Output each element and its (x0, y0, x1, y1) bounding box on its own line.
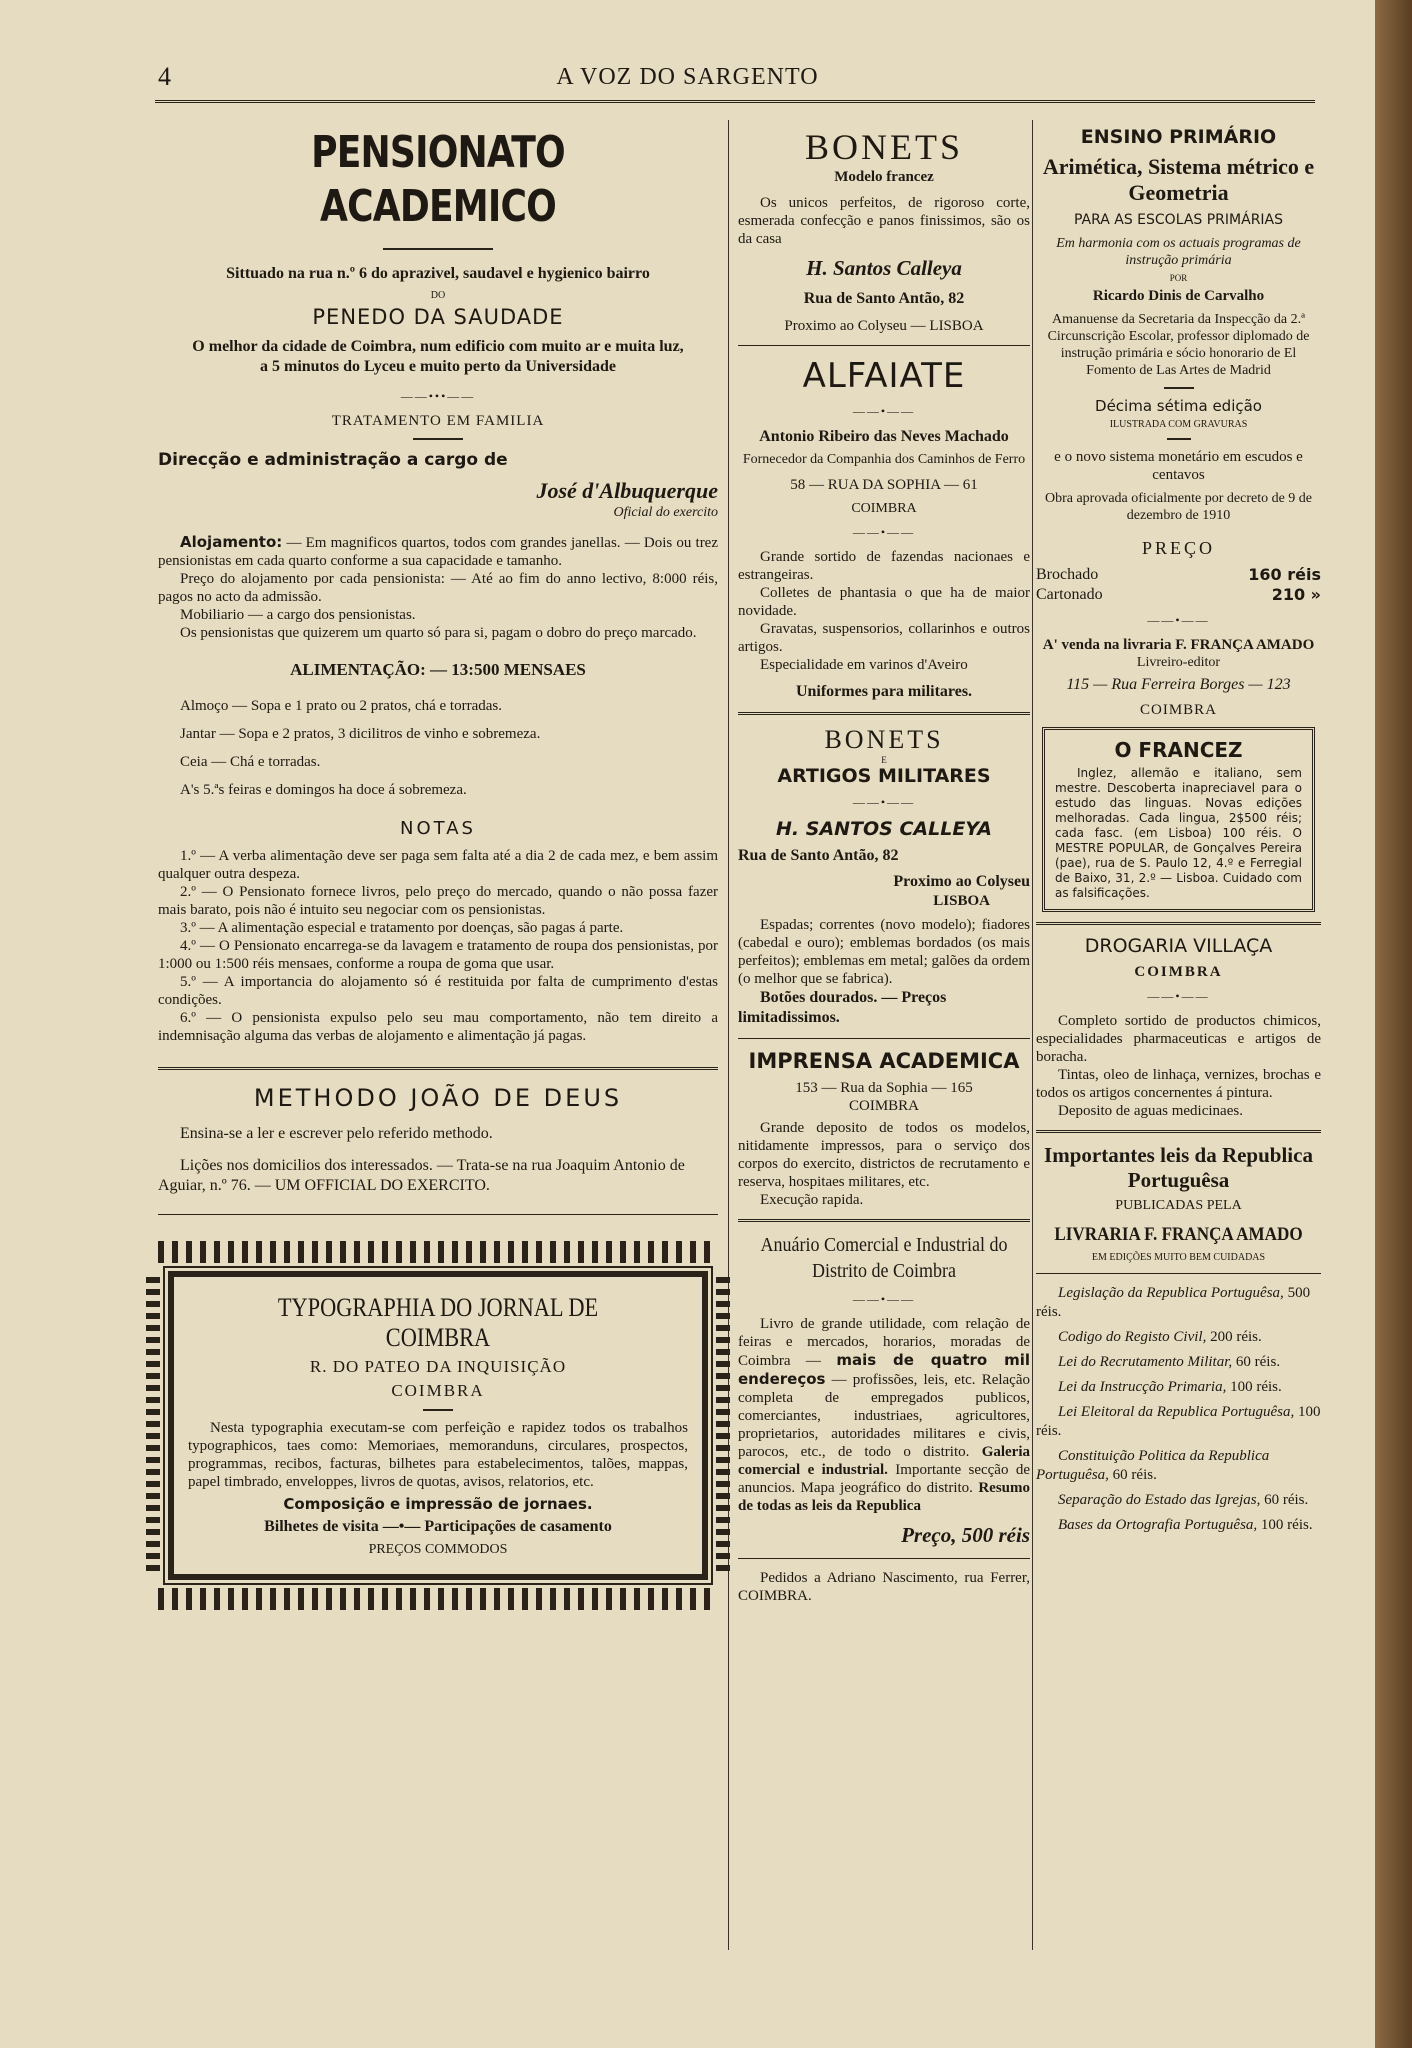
ensino-author: Ricardo Dinis de Carvalho (1092, 288, 1265, 304)
bonets-body: Os unicos perfeitos, de rigoroso corte, esmerada confecção e panos finissimos, são os da casa (738, 195, 1030, 247)
meals-list (158, 692, 718, 804)
meal-item: Jantar — Sopa e 2 pratos, 3 dicilitros de vinho e sobremeza. (180, 726, 541, 742)
price-row (1036, 585, 1321, 605)
ensino-preco-title: PREÇO (1141, 538, 1216, 558)
bonets-title: BONETS (804, 127, 963, 167)
price-label: Brochado (1036, 566, 1099, 583)
preco-text: Preço do alojamento por cada pensionista: — Até ao fim do anno lectivo, 8:000 réis, pagos no acto da admissão. (158, 571, 718, 605)
price-row (1036, 565, 1321, 585)
pensionato-place: PENEDO DA SAUDADE (312, 305, 564, 329)
column-divider (1032, 120, 1033, 1950)
section-rule (1036, 1130, 1321, 1133)
lei-title: Lei da Instrucção Primaria, (1058, 1379, 1227, 1395)
column-right (1036, 120, 1321, 1541)
typographia-composition: Composição e impressão de jornaes. (283, 1495, 593, 1513)
lei-item (1036, 1491, 1321, 1510)
lei-price: 500 réis. (1036, 1285, 1311, 1320)
drogaria-items (1036, 1012, 1321, 1120)
lei-item (1036, 1403, 1321, 1441)
lei-item (1036, 1284, 1321, 1322)
notas-title: NOTAS (400, 818, 476, 839)
alfaiate-item: Colletes de phantasia o que ha de maior novidade. (738, 585, 1030, 619)
lei-item (1036, 1328, 1321, 1347)
lei-title: Legislação da Republica Portuguêsa, (1058, 1285, 1284, 1301)
imprensa-exec: Execução rapida. (760, 1192, 864, 1208)
ensino-illustrated: ILUSTRADA COM GRAVURAS (1109, 419, 1248, 430)
pensionato-situated: Sittuado na rua n.º 6 do aprazivel, saudavel e hygienico bairro (226, 265, 650, 282)
ensino-por: POR (1169, 273, 1188, 283)
alfaiate-items (738, 548, 1030, 674)
bonets2-e: E (881, 755, 887, 765)
bonets2-title: BONETS (824, 725, 944, 754)
price-value: 210 » (1271, 585, 1321, 604)
lei-price: 100 réis. (1260, 1517, 1313, 1533)
ornament: ——•••—— (400, 389, 476, 403)
pensionato-title: PENSIONATO ACADEMICO (311, 127, 565, 232)
anuario-title: Anuário Comercial e Industrial do Distrito de Coimbra (760, 1234, 1008, 1282)
francez-title: O FRANCEZ (1114, 738, 1243, 762)
leis-list (1036, 1284, 1321, 1535)
bonets2-city: LISBOA (933, 893, 990, 909)
bonets2-address: Rua de Santo Antão, 82 (738, 847, 899, 864)
lei-item (1036, 1516, 1321, 1535)
newspaper-title: A VOZ DO SARGENTO (556, 64, 819, 90)
lei-title: Bases da Ortografia Portuguêsa, (1058, 1517, 1258, 1533)
ornament-border (158, 1588, 718, 1610)
divider (1167, 438, 1191, 440)
typographia-precos: PREÇOS COMMODOS (368, 1542, 508, 1557)
column-middle (738, 120, 1030, 1605)
nota-item: 5.º — A importancia do alojamento só é restituida por falta de cumprimento d'estas condições. (158, 974, 718, 1008)
section-rule (158, 1067, 718, 1070)
typographia-title: TYPOGRAPHIA DO JORNAL DE COIMBRA (277, 1293, 599, 1352)
ensino-novo: e o novo sistema monetário em escudos e centavos (1054, 449, 1303, 483)
ensino-approved: Obra aprovada oficialmente por decreto de 9 de dezembro de 1910 (1044, 491, 1313, 523)
alfaiate-city: COIMBRA (851, 501, 917, 516)
ornament: ——•—— (852, 404, 916, 418)
ensino-author-desc: Amanuense da Secretaria da Inspecção da 2.ª Circunscrição Escolar, professor diplomado de instrução primária e sócio honorario de El Fomento de Las Artes de Madrid (1047, 312, 1310, 378)
divider (423, 1409, 453, 1411)
quarto-text: Os pensionistas que quizerem um quarto só para si, pagam o dobro do preço marcado. (180, 625, 697, 641)
lei-price: 100 réis. (1036, 1404, 1321, 1439)
anuario-body-1: Livro de grande utilidade, com relação de feiras e mercados, horarios, moradas de Coimbra — (738, 1316, 1030, 1369)
typographia-ad (168, 1271, 708, 1580)
column-divider (728, 120, 729, 1950)
divider (383, 248, 493, 250)
lei-item (1036, 1447, 1321, 1485)
bonets2-name: H. SANTOS CALLEYA (776, 818, 992, 840)
imprensa-title: IMPRENSA ACADEMICA (748, 1049, 1020, 1073)
lei-price: 60 réis. (1235, 1354, 1281, 1370)
lei-title: Constituição Politica da Republica Portuguêsa, (1036, 1448, 1270, 1483)
alfaiate-item: Grande sortido de fazendas nacionaes e estrangeiras. (738, 549, 1030, 583)
lei-price: 200 réis. (1210, 1329, 1262, 1345)
francez-ad (1042, 727, 1315, 912)
ensino-venda: A' venda na livraria F. FRANÇA AMADO (1042, 637, 1315, 653)
bonets-address: Rua de Santo Antão, 82 (803, 290, 965, 307)
section-rule (738, 1219, 1030, 1222)
notas-list (158, 847, 718, 1045)
methodo-line-2: Lições nos domicilios dos interessados. — Trata-se na rua Joaquim Antonio de Aguiar, n.º 76. — UM OFFICIAL DO EXERCITO. (158, 1157, 685, 1194)
section-rule (738, 345, 1030, 346)
pensionato-best: O melhor da cidade de Coimbra, num edificio com muito ar e muita luz, (192, 338, 684, 355)
divider (1164, 387, 1194, 389)
drogaria-city: COIMBRA (1134, 964, 1223, 980)
anuario-bold-1: mais de quatro mil endereços (738, 1351, 1030, 1388)
alfaiate-item: Gravatas, suspensorios, collarinhos e outros artigos. (738, 621, 1030, 655)
ensino-subtitle: Arimética, Sistema métrico e Geometria (1042, 154, 1315, 205)
pensionato-director-title: Oficial do exercito (613, 505, 718, 520)
typographia-city: COIMBRA (391, 1381, 485, 1400)
meal-item: Almoço — Sopa e 1 prato ou 2 pratos, chá e torradas. (180, 698, 502, 714)
price-value: 160 réis (1248, 565, 1321, 584)
alfaiate-item: Especialidade em varinos d'Aveiro (760, 657, 968, 673)
page-edge (1375, 0, 1412, 2048)
nota-item: 3.º — A alimentação especial e tratamento por doenças, são pagas á parte. (180, 920, 624, 936)
nota-item: 6.º — O pensionista expulso pelo seu mau comportamento, não tem direito a indemnisação alguma das verbas de alojamento e alimentação já pagas. (158, 1010, 718, 1044)
bonets-near: Proximo ao Colyseu — LISBOA (784, 318, 984, 334)
bonets2-botoes: Botões dourados. — Preços limitadissimos. (738, 989, 947, 1026)
ornament: ——•—— (852, 1292, 916, 1306)
bonets-name: H. Santos Calleya (806, 256, 962, 280)
drogaria-title: DROGARIA VILLAÇA (1084, 935, 1273, 957)
bonets2-near: Proximo ao Colyseu (893, 873, 1030, 890)
imprensa-city: COIMBRA (848, 1098, 919, 1114)
alimentacao-heading: ALIMENTAÇÃO: — 13:500 MENSAES (290, 660, 586, 679)
lei-price: 60 réis. (1264, 1492, 1309, 1508)
price-label: Cartonado (1036, 586, 1103, 603)
divider (413, 438, 463, 440)
section-rule (738, 1038, 1030, 1039)
ensino-editor: Livreiro-editor (1136, 655, 1221, 670)
alfaiate-supplier: Fornecedor da Companhia dos Caminhos de Ferro (742, 452, 1026, 467)
drogaria-item: Completo sortido de productos chimicos, especialidades pharmaceuticas e artigos de boracha. (1036, 1013, 1321, 1065)
leis-edicoes: EM EDIÇÕES MUITO BEM CUIDADAS (1091, 1252, 1266, 1263)
lei-title: Codigo do Registo Civil, (1058, 1329, 1207, 1345)
lei-title: Separação do Estado das Igrejas, (1058, 1492, 1261, 1508)
methodo-body (158, 1124, 718, 1196)
lei-price: 60 réis. (1112, 1467, 1157, 1483)
imprensa-address: 153 — Rua da Sophia — 165 (795, 1080, 973, 1096)
mobiliario-text: Mobiliario — a cargo dos pensionistas. (180, 607, 416, 623)
column-left (158, 120, 718, 1614)
header-rule (155, 100, 1315, 107)
leis-shop: LIVRARIA F. FRANÇA AMADO (1054, 1224, 1303, 1245)
typographia-body: Nesta typographia executam-se com perfeição e rapidez todos os trabalhos typographicos, taes como: Memoriaes, memoranduns, circulares, prospectos, programmas, recibos, facturas, bilhetes para estabelecimentos, talões, mappas, papel timbrado, enveloppes, livros de quotas, avisos, relatorios, etc. (188, 1420, 688, 1490)
ensino-address: 115 — Rua Ferreira Borges — 123 (1066, 676, 1291, 693)
anuario-body-3: Importante secção de anuncios. Mapa jeográfico do distrito. (738, 1462, 1031, 1496)
pensionato-treatment: TRATAMENTO EM FAMILIA (331, 413, 545, 429)
alojamento-text (158, 533, 718, 642)
section-rule (738, 1558, 1030, 1559)
ensino-for: PARA AS ESCOLAS PRIMÁRIAS (1073, 212, 1284, 228)
alfaiate-uniformes: Uniformes para militares. (795, 683, 973, 700)
lei-title: Lei Eleitoral da Republica Portuguêsa, (1058, 1404, 1295, 1420)
ornament: ——•—— (852, 525, 916, 539)
page-number: 4 (158, 62, 171, 91)
ornament: ——•—— (1147, 613, 1210, 627)
francez-body: Inglez, allemão e italiano, sem mestre. Descoberta inapreciavel para o estudo das linguas. Novas edições melhoradas. Cada lingua, 2$500 réis; cada fasc. (em Lisboa) 100 réis. O MESTRE POPULAR, de Gonçalves Pereira (pae), rua de S. Paulo 12, 4.º e Ferregial de Baixo, 31, 2.º — Lisboa. Cuidado com as falsificações. (1055, 766, 1302, 900)
meal-item: Ceia — Chá e torradas. (180, 754, 321, 770)
pensionato-director: José d'Albuquerque (536, 478, 718, 503)
bonets-subtitle: Modelo francez (834, 169, 934, 185)
pensionato-best-2: a 5 minutos do Lyceu e muito perto da Universidade (259, 358, 616, 375)
alfaiate-title: ALFAIATE (802, 356, 966, 396)
anuario-bold-3: Resumo de todas as leis da Republica (738, 1480, 1031, 1514)
typographia-address: R. DO PATEO DA INQUISIÇÃO (309, 1357, 567, 1376)
imprensa-body: Grande deposito de todos os modelos, nitidamente impressos, para o serviço dos corpos do exercito, districtos de recrutamento e reserva, hospitaes militares, etc. (738, 1120, 1030, 1190)
ensino-harmonia: Em harmonia com os actuais programas de instrução primária (1056, 236, 1301, 268)
anuario-body (738, 1315, 1030, 1515)
section-rule (1036, 922, 1321, 925)
methodo-title: METHODO JOÃO DE DEUS (253, 1084, 623, 1112)
anuario-bold-2: Galeria comercial e industrial. (738, 1444, 1031, 1478)
nota-item: 2.º — O Pensionato fornece livros, pelo preço do mercado, quando o não possa fazer mais barato, pois não é intuito seu negociar com os pensionistas. (158, 884, 718, 918)
meal-item: A's 5.ªs feiras e domingos ha doce á sobremeza. (180, 782, 467, 798)
alfaiate-address: 58 — RUA DA SOPHIA — 61 (790, 477, 978, 493)
ornament: ——•—— (852, 795, 916, 809)
anuario-orders: Pedidos a Adriano Nascimento, rua Ferrer, COIMBRA. (738, 1570, 1030, 1604)
ensino-edition: Décima sétima edição (1095, 397, 1262, 415)
page-header (0, 58, 1375, 98)
drogaria-item: Deposito de aguas medicinaes. (1058, 1103, 1243, 1119)
typographia-bilhetes: Bilhetes de visita —•— Participações de casamento (264, 1518, 612, 1535)
lei-price: 100 réis. (1230, 1379, 1282, 1395)
alojamento-label: Alojamento: (180, 533, 283, 551)
leis-pub: PUBLICADAS PELA (1115, 1198, 1242, 1213)
ensino-city: COIMBRA (1139, 702, 1217, 718)
lei-item (1036, 1378, 1321, 1397)
leis-title: Importantes leis da Republica Portuguêsa (1044, 1143, 1313, 1192)
nota-item: 1.º — A verba alimentação deve ser paga sem falta até a dia 2 de cada mez, e bem assim qualquer outra despeza. (158, 848, 718, 882)
section-rule (738, 712, 1030, 715)
methodo-line-1: Ensina-se a ler e escrever pelo referido methodo. (180, 1125, 493, 1142)
pensionato-do: DO (430, 290, 446, 301)
anuario-body-2: — profissões, leis, etc. Relação completa de empregados publicos, comerciantes, industriaes, agricultores, proprietarios, autoridades militares e civis, parocos, etc., de todo o distrito. (738, 1372, 1030, 1460)
anuario-price: Preço, 500 réis (901, 1523, 1030, 1547)
alfaiate-name: Antonio Ribeiro das Neves Machado (759, 428, 1009, 445)
ornament-border (158, 1241, 718, 1263)
ornament: ——•—— (1147, 989, 1210, 1003)
lei-item (1036, 1353, 1321, 1372)
section-rule (1036, 1273, 1321, 1274)
lei-title: Lei do Recrutamento Militar, (1058, 1354, 1233, 1370)
bonets2-body: Espadas; correntes (novo modelo); fiadores (cabedal e ouro); emblemas bordados (os mais perfeitos); emblemas em metal; galões da ordem (o melhor que se fabrica). (738, 917, 1030, 987)
nota-item: 4.º — O Pensionato encarrega-se da lavagem e tratamento de roupa dos pensionistas, por 1:000 ou 1:500 réis mensaes, conforme a roupa de goma que usar. (158, 938, 718, 972)
drogaria-item: Tintas, oleo de linhaça, vernizes, brochas e todos os artigos concernentes á pintura. (1036, 1067, 1321, 1101)
ensino-title: ENSINO PRIMÁRIO (1080, 126, 1277, 148)
pensionato-direction: Direcção e administração a cargo de (158, 450, 508, 470)
alojamento-body: — Em magnificos quartos, todos com grandes janellas. — Dois ou trez pensionistas em cada quarto conforme a sua capacidade e tamanho. (158, 535, 719, 569)
bonets2-subtitle: ARTIGOS MILITARES (777, 765, 991, 787)
section-rule (158, 1214, 718, 1215)
